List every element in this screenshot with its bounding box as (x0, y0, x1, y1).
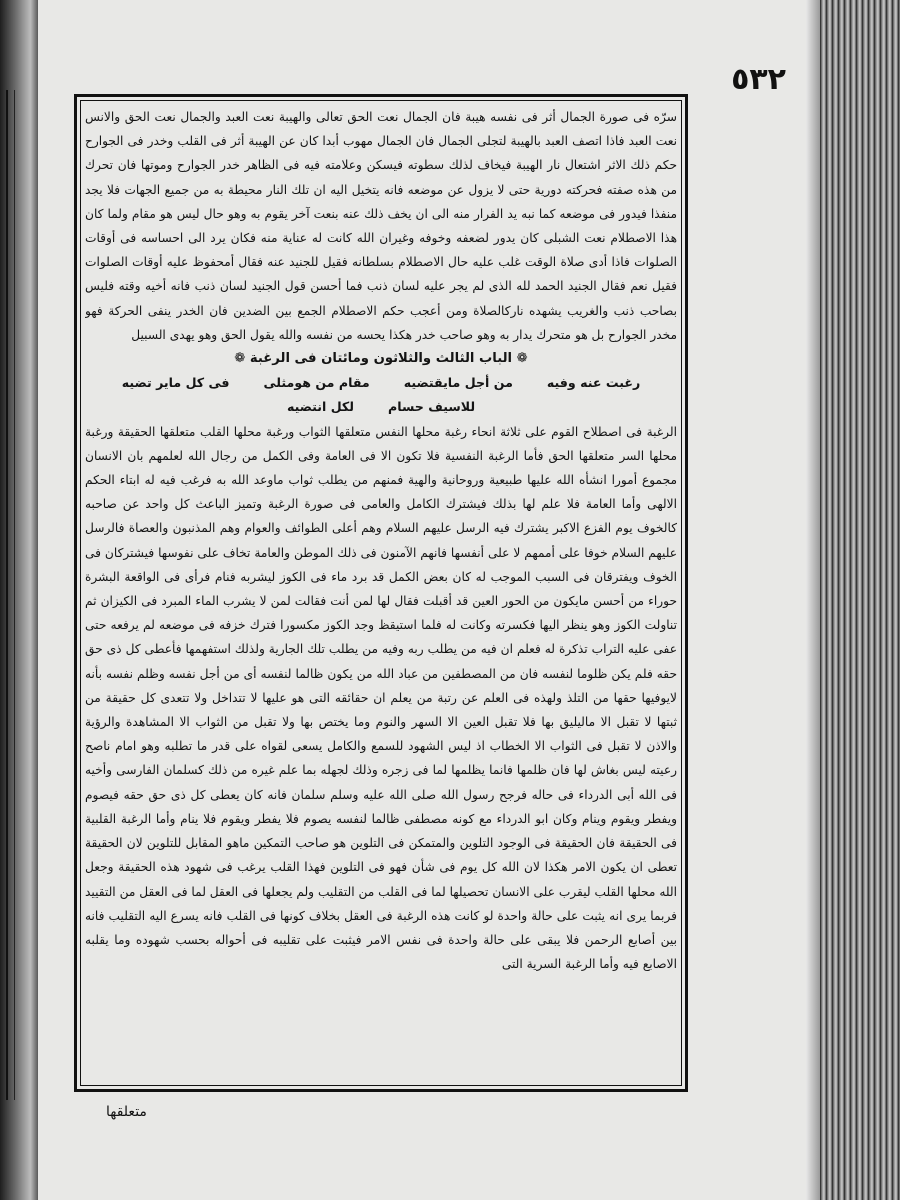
verse-hemistich: مقام من هومثلى (263, 375, 370, 391)
chapter-ornament-left: ❁ (234, 351, 250, 367)
chapter-title-text: الباب الثالث والثلاثون ومائتان فى الرغبة (249, 351, 513, 367)
verse-line-1 (85, 371, 677, 395)
verse-line-2 (85, 395, 677, 419)
text-frame (74, 94, 688, 1092)
main-text (85, 105, 677, 1081)
chapter-title (85, 347, 677, 371)
stacked-page-edges (820, 0, 900, 1200)
previous-page-border-rule (6, 90, 8, 1100)
page-number: ٥٣٢ (731, 62, 786, 97)
previous-page-border-rule-inner (14, 90, 15, 1100)
chapter-ornament-right: ❁ (512, 351, 528, 367)
book-page (38, 0, 806, 1200)
catchword: متعلقها (106, 1104, 147, 1120)
verse-hemistich: فى كل ماير تضيه (121, 375, 230, 391)
paragraph-istilam: سرّه فى صورة الجمال أثر فى نفسه هيبة فان الجمال نعت الحق تعالى والهيبة نعت العبد والجمال نعت الحق والانس نعت العبد فاذا اتصف العبد بالهيبة لتجلى الجمال فان الجمال مهوب أبدا كان عن الهيبة أثر فى القلب وخدر فى الجوارح حكم ذلك الاثر اشتعال نار الهيبة فيخاف لذلك سطوته فيسكن وعلامته فيه فى الظاهر خدر الجوارح وموتها فان تحرك من هذه صفته فحركته دورية حتى لا يزول عن موضعه فانه يتخيل اليه ان تلك النار محيطة به من جميع الجهات فلا يجد منفذا فيدور فى موضعه كما نبه يد الفرار منه الى ان يخف ذلك عنه بنعت آخر يقوم به وهو حال ليس هو مقام ولما كان هذا الاصطلام نعت الشبلى كان يدور لضعفه وخوفه وغيران الله كانت له عناية منه فكان يرد الى احساسه فى أوقات الصلوات فاذا أدى صلاة الوقت غلب عليه حال الاصطلام بسلطانه فقيل للجنيد عنه فقال أمحفوظ عليه أوقات الصلوات فقيل نعم فقال الجنيد الحمد لله الذى لم يجر عليه لسان ذنب فما أحسن قول الجنيد لسان ذنب فانه أخيه وقته فليس بصاحب ذنب والغريب يشهده ناركالصلاة ومن أعجب حكم الاصطلام الجمع بين الضدين فان الخدر ينفى الحركة فهو مخدر الجوارح بل هو متحرك يدار به وهو صاحب خدر هكذا يحسه من نفسه والله يقول الحق وهو يهدى السبيل (85, 110, 677, 342)
verse-hemistich: لكل انتضيه (286, 399, 354, 415)
page-gutter-shadow (806, 0, 820, 1200)
verse-hemistich: من أجل مايقتضيه (403, 375, 513, 391)
previous-page-edge (0, 0, 38, 1200)
verse-hemistich: للاسيف حسام (388, 399, 476, 415)
paragraph-raghba: الرغبة فى اصطلاح القوم على ثلاثة انحاء رغبة محلها النفس متعلقها الثواب ورغبة محلها القلب متعلقها الحقيقة ورغبة محلها السر متعلقها الحق فأما الرغبة النفسية فلا تكون الا فى العامة وفى الكمل من رجال الله لعلمهم بان الانسان مجموع أمورا انشأه الله عليها طبيعية وروحانية والهية فمنهم من يطلب ثواب ماوعد الله به فرغب فيه له ابتاء الحكم الالهى وأما العامة فلا علم لها بذلك فيشترك الكامل والعامى فى صورة الرغبة وتميز الباعث كل واحد عن صاحبه كالخوف يوم الفزع الاكبر يشترك فيه الرسل عليهم السلام وهم أعلى الطوائف والعوام وهم المذنبون والعصاة فالرسل عليهم السلام خوفا على أممهم لا على أنفسها فانهم الآمنون فى ذلك الموطن والعامة تخاف على نفوسها فيشتركان فى الخوف ويفترقان فى السبب الموجب له كان بعض الكمل قد برد ماء فى الكوز ليشربه فنام فرأى فى الواقعة البشرة حوراء من أحسن مايكون من الحور العين قد أقبلت فقال لها لمن أنت فقالت لمن لا يشرب الماء المبرد فى الكيزان ثم تناولت الكوز وهو ينظر اليها فكسرته وكانت له فلما استيقظ وجد الكوز مكسورا فترك خزفه فى موضعه لم يرفعه حتى عفى عليه التراب تذكرة له فعلم ان فيه من يطلب ربه وفيه من يطلب تلك الجارية ولذلك استفهمها فأعطى كل ذى حق حقه فلم يكن ظلوما لنفسه فان من المصطفين من عباد الله من يكون ظالما لنفسه أى من أجل نفسه وظلم نفسه بأنه لايوفيها حقها من التلذ ولهذه فى العلم عن رتبة من يعلم ان حقائقه التى هو عليها لا تتداخل ولا تتعدى كل حقيقة من ثبتها لا تقبل الا ماليليق بها فلا تقبل العين الا السهر والنوم وما يختص بها ولا تقبل من الثواب الا المشاهدة والرؤية والاذن لا تقبل فى الثواب الا الخطاب اذ ليس الشهود للسمع والكامل يسعى لقواه على قدر ما تطلبه وهو امام ناصح رعيته ليس بغاش لها فان ظلمها فانما يظلمها لما فى زجره وذلك لجهله بما علم غيره من ذلك كسلمان الفارسى وأخيه فى الله أبى الدرداء فى حاله فرجح رسول الله صلى الله عليه وسلم سلمان فانه كان يعطى كل ذى حق حقه فيصوم ويفطر ويقوم وينام وكان ابو الدرداء مع كونه مصطفى ظالما لنفسه يصوم فلا يفطر ويقوم فلا ينام وأما الرغبة القلبية فى الحقيقة فان الحقيقة فى الوجود التلوين والمتمكن فى التلوين هو صاحب التمكين ماهو المقابل للتلوين لان الحقيقة تعطى ان يكون الامر هكذا لان الله كل يوم فى شأن فهو فى التلوين فهذا القلب يرغب فى شهود هذه الحقيقة وجعل الله محلها القلب ليقرب على الانسان تحصيلها لما فى القلب من التقليب ولم يجعلها فى العقل لما فى العقل من التقييد فربما يرى انه يثبت على حالة واحدة لو كانت هذه الرغبة فى العقل بخلاف كونها فى القلب فانه يسرع اليه التقليب فانه بين أصابع الرحمن فلا يبقى على حالة واحدة فى نفس الامر فيثبت على تقليبه فى أحواله بحسب شهوده وما يقلبه الاصابع فيه وأما الرغبة السرية التى (85, 424, 677, 972)
verse-hemistich: رغبت عنه وفيه (546, 375, 641, 391)
